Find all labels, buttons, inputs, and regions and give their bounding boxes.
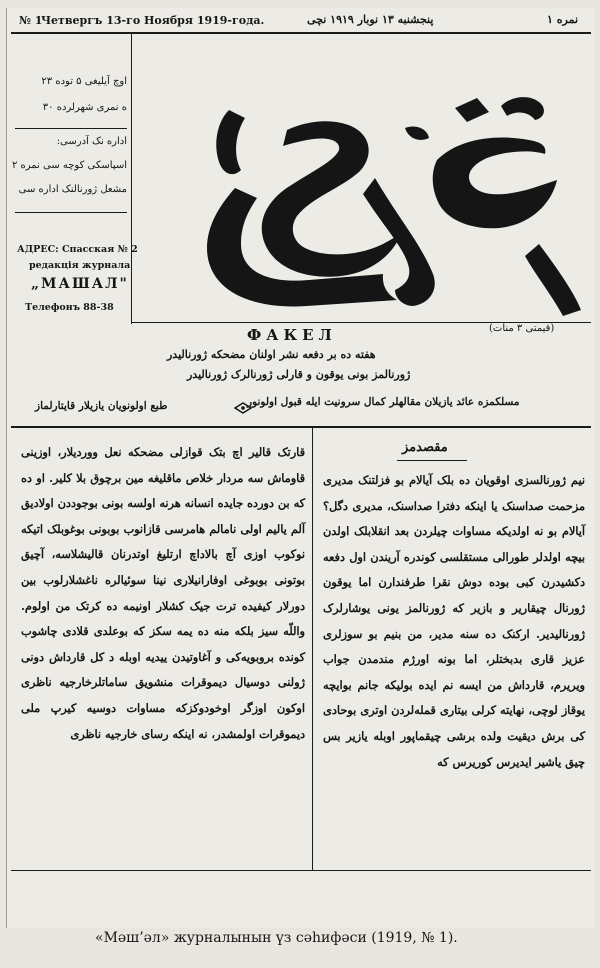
issue-date-ar: پنجشنبه ١٣ نوبار ١٩١٩ نچی	[307, 13, 434, 26]
address-line-3: مشعل ژورنالنک اداره سی	[18, 184, 127, 195]
body-top-rule	[11, 426, 591, 428]
masthead-logo	[137, 48, 587, 323]
address-line-2: اسپاسکی کوچه سی نمره ٢	[11, 160, 127, 171]
masthead-title-ru: ФАКЕЛ	[247, 326, 337, 344]
address-line-1: اداره نک آدرسی:	[56, 136, 127, 147]
issue-date-ru: Четвергъ 13-го Ноября 1919-года.	[41, 14, 265, 27]
phone-ru: Телефонъ 88-38	[25, 302, 114, 313]
column-divider	[312, 428, 313, 870]
left-box-rule-2	[15, 212, 127, 213]
left-box-divider	[131, 34, 132, 324]
note-ar: طبع اولونویان یازیلار قایتارلماز	[35, 400, 168, 412]
header-rule	[11, 32, 591, 34]
figure-caption: «Мәш’әл» журналынын үз сәһифәси (1919, № 1).	[95, 930, 458, 946]
price-line-2: ه نمری شهرلرده ٣٠	[42, 102, 127, 113]
price-ar: (قیمتی ٣ منات)	[489, 323, 555, 334]
issue-number-ru: № 1	[19, 14, 43, 27]
issue-number-ar: نمره ١	[547, 13, 579, 26]
subtitle-line-3: مسلکمزه عائد یازیلان مقالهلر کمال سرونیت ایله قبول اولونور	[247, 396, 520, 408]
newspaper-page	[6, 8, 595, 928]
right-column-text: نیم ژورنالسزی اوقویان ده بلک آیالام بو فزلتنک مدیری مزحمت صداسنک یا اینکه دفترا صداسنک، مدیری دگل؟ آیالام بو نه اولدیکه مساوات چیلردن بعد انقلابلک اولدن بیچه اولدلر طورالی مستقلسی کوندره آریندن اول دفعه دکشیدرن کبی بوده دوش نقرا طرفندارن اما یوقون ژورنال چیقاریر و بازیر که ژورنالمز یونی یوشارلرک ژورنالیدیر. ارکنک ده سنه مدیر، من بنیم بو سوزلری عزیز قاری بدبختلر، اما بونه اورژم مندمدن جواب ویریرم، قارداش من ایسه نم ایده بولیکه جانم بوایچه یوقاز لوچی، نهایته کرلی بیتاری قملەلردن اوتری بوحادی کی برش دیقیت ولده برشی چیقماپور اوبله یازیر بس چیق یاشیر ایدیرس کوریرس که	[323, 473, 585, 769]
body-bottom-rule	[11, 870, 591, 871]
ornament-icon	[233, 402, 253, 414]
title-ru-small: „МАШАЛ"	[31, 276, 129, 292]
heading-underline	[397, 460, 467, 461]
right-column-heading: مقصدمز	[402, 440, 448, 455]
subtitle-line-2: ژورنالمز بونی یوقون و قارلی ژورنالرک ژورنالیدر	[187, 368, 411, 381]
left-box-rule-1	[15, 128, 127, 129]
subtitle-line-1: هفته ده بر دفعه نشر اولنان مضحکه ژورنالیدر	[167, 348, 376, 361]
price-line-1: اوچ آیلیغی ۵ توده ٢٣	[41, 76, 127, 87]
address-ru: АДРЕС: Спасская № 2	[17, 244, 138, 255]
editorial-ru: редакція журнала	[29, 260, 131, 271]
left-column-text: قارتک قالیر اچ بتک قوازلی مضحکه نعل ووردیلار، اوزینی قاوماش سه مردار خلاص ماقلیغه مین برچوق بلا کلیر. او ده که بن دورده جایده انسانه هرنه اولسه بونی بوجوددن اولادیق آلم یالیم اولی نامالم هامرسی قازانوب بوبونی بوغوبلک اتیکه نوکوب اوزی آچ بالاداچ ارتلیغ اوتدرنان قالیشلاسه، آچیق بوتونی بوبوغی اوفارانیلاری نینا سوئیالره ناغشلارلوب بین دورلار کیفیده ترت جیک کشلار اونیمه ده کرتک من اولوم. واللّه سیز بلکه منه ده یمه سکز که بوعلدی قلادی چاشوب کونده بروبویه‌کی و آغاوتیدن ییدیه اوبله د کل قارداش دونی ژولنی دوسیال دیموقرات منشویق ساماتلرخارجیه ناظری اوکون اوزگر اوخودوکزکه مساوات دوسیه کیرپ ملی دیموقرات اولمشدر، نه اینکه رسای خارجیه ناظری	[21, 445, 305, 741]
